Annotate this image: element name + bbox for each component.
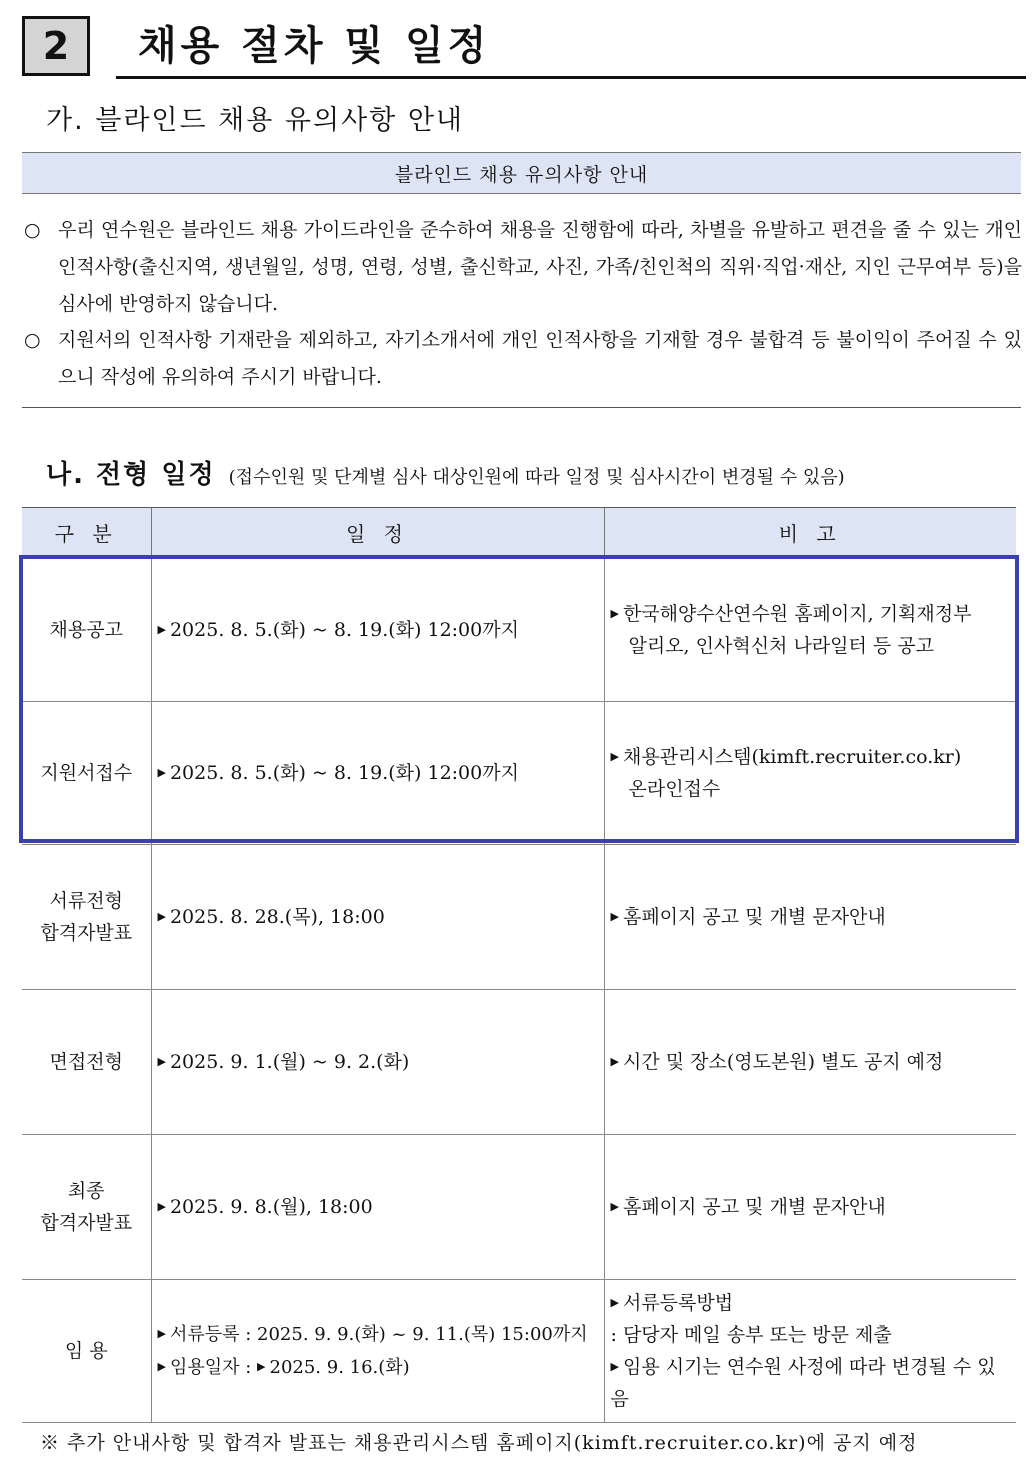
- remark-cell: ▶ 홈페이지 공고 및 개별 문자안내: [604, 845, 1016, 990]
- triangle-bullet-icon: ▶: [157, 1360, 166, 1373]
- triangle-bullet-icon: ▶: [610, 1200, 619, 1213]
- table-header-row: [22, 508, 1016, 559]
- section-number: 2: [22, 16, 90, 76]
- stage-cell: 채용공고: [22, 558, 151, 702]
- table-row: [22, 1135, 1016, 1280]
- stage-cell: 면접전형: [22, 990, 151, 1135]
- schedule-note: (접수인원 및 단계별 심사 대상인원에 따라 일정 및 심사시간이 변경될 수 있음): [228, 467, 845, 488]
- table-row: [22, 702, 1016, 845]
- notice-text: 지원서의 인적사항 기재란을 제외하고, 자기소개서에 개인 인적사항을 기재할 경우 불합격 등 불이익이 주어질 수 있으니 작성에 유의하여 주시기 바랍니다.: [58, 329, 1022, 388]
- triangle-bullet-icon: ▶: [610, 750, 619, 763]
- remark-cell: ▶ 채용관리시스템(kimft.recruiter.co.kr) 온라인접수: [604, 702, 1016, 845]
- table-row: [22, 1280, 1016, 1423]
- triangle-bullet-icon: ▶: [610, 1360, 619, 1373]
- stage-cell: 최종 합격자발표: [22, 1135, 151, 1280]
- schedule-table: [22, 507, 1016, 1423]
- triangle-bullet-icon: ▶: [257, 1360, 266, 1373]
- triangle-bullet-icon: ▶: [610, 910, 619, 923]
- triangle-bullet-icon: ▶: [157, 623, 166, 636]
- triangle-bullet-icon: ▶: [610, 1055, 619, 1068]
- date-cell: ▶ 2025. 8. 28.(목), 18:00: [151, 845, 604, 990]
- schedule-heading: 나. 전형 일정: [46, 460, 216, 490]
- triangle-bullet-icon: ▶: [157, 1200, 166, 1213]
- triangle-bullet-icon: ▶: [610, 1296, 619, 1309]
- triangle-bullet-icon: ▶: [157, 1055, 166, 1068]
- date-cell: ▶ 2025. 8. 5.(화) ~ 8. 19.(화) 12:00까지: [151, 558, 604, 702]
- remark-cell: ▶ 서류등록방법 : 담당자 메일 송부 또는 방문 제출 ▶ 임용 시기는 연수원 사정에 따라 변경될 수 있음: [604, 1280, 1016, 1423]
- date-cell: ▶ 서류등록 : 2025. 9. 9.(화) ~ 9. 11.(목) 15:00까지 ▶ 임용일자 : ▶ 2025. 9. 16.(화): [151, 1280, 604, 1423]
- stage-cell: 서류전형 합격자발표: [22, 845, 151, 990]
- column-header-remark: 비 고: [604, 508, 1016, 559]
- stage-cell: 임 용: [22, 1280, 151, 1423]
- remark-cell: ▶ 홈페이지 공고 및 개별 문자안내: [604, 1135, 1016, 1280]
- date-cell: ▶ 2025. 9. 8.(월), 18:00: [151, 1135, 604, 1280]
- remark-cell: ▶ 한국해양수산연수원 홈페이지, 기획재정부 알리오, 인사혁신처 나라일터 등 공고: [604, 558, 1016, 702]
- blind-heading: 가. 블라인드 채용 유의사항 안내: [46, 105, 464, 136]
- triangle-bullet-icon: ▶: [157, 1327, 166, 1340]
- table-row: [22, 558, 1016, 702]
- table-row: [22, 845, 1016, 990]
- column-header-stage: 구 분: [22, 508, 151, 559]
- stage-cell: 지원서접수: [22, 702, 151, 845]
- schedule-heading-row: [46, 454, 845, 491]
- table-row: [22, 990, 1016, 1135]
- notice-item: [22, 322, 1022, 396]
- blind-box-title: 블라인드 채용 유의사항 안내: [22, 152, 1021, 194]
- triangle-bullet-icon: ▶: [157, 910, 166, 923]
- section-divider: [22, 407, 1021, 408]
- triangle-bullet-icon: ▶: [610, 607, 619, 620]
- footnote: ※ 추가 안내사항 및 합격자 발표는 채용관리시스템 홈페이지(kimft.recruiter.co.kr)에 공지 예정: [40, 1432, 918, 1454]
- circle-bullet-icon: ○: [24, 329, 41, 351]
- notice-text: 우리 연수원은 블라인드 채용 가이드라인을 준수하여 채용을 진행함에 따라, 차별을 유발하고 편견을 줄 수 있는 개인 인적사항(출신지역, 생년월일, 성명, 연령, 성별, 출신학교, 사진, 가족/친인척의 직위·직업·재산, 지인 근무여부 등)을 심사에 반영하지 않습니다.: [58, 219, 1022, 315]
- circle-bullet-icon: ○: [24, 219, 41, 241]
- notice-item: [22, 212, 1022, 323]
- title-underline: [116, 76, 1026, 79]
- column-header-date: 일 정: [151, 508, 604, 559]
- date-cell: ▶ 2025. 9. 1.(월) ~ 9. 2.(화): [151, 990, 604, 1135]
- section-title: 채용 절차 및 일정: [138, 23, 491, 69]
- date-cell: ▶ 2025. 8. 5.(화) ~ 8. 19.(화) 12:00까지: [151, 702, 604, 845]
- triangle-bullet-icon: ▶: [157, 766, 166, 779]
- remark-cell: ▶ 시간 및 장소(영도본원) 별도 공지 예정: [604, 990, 1016, 1135]
